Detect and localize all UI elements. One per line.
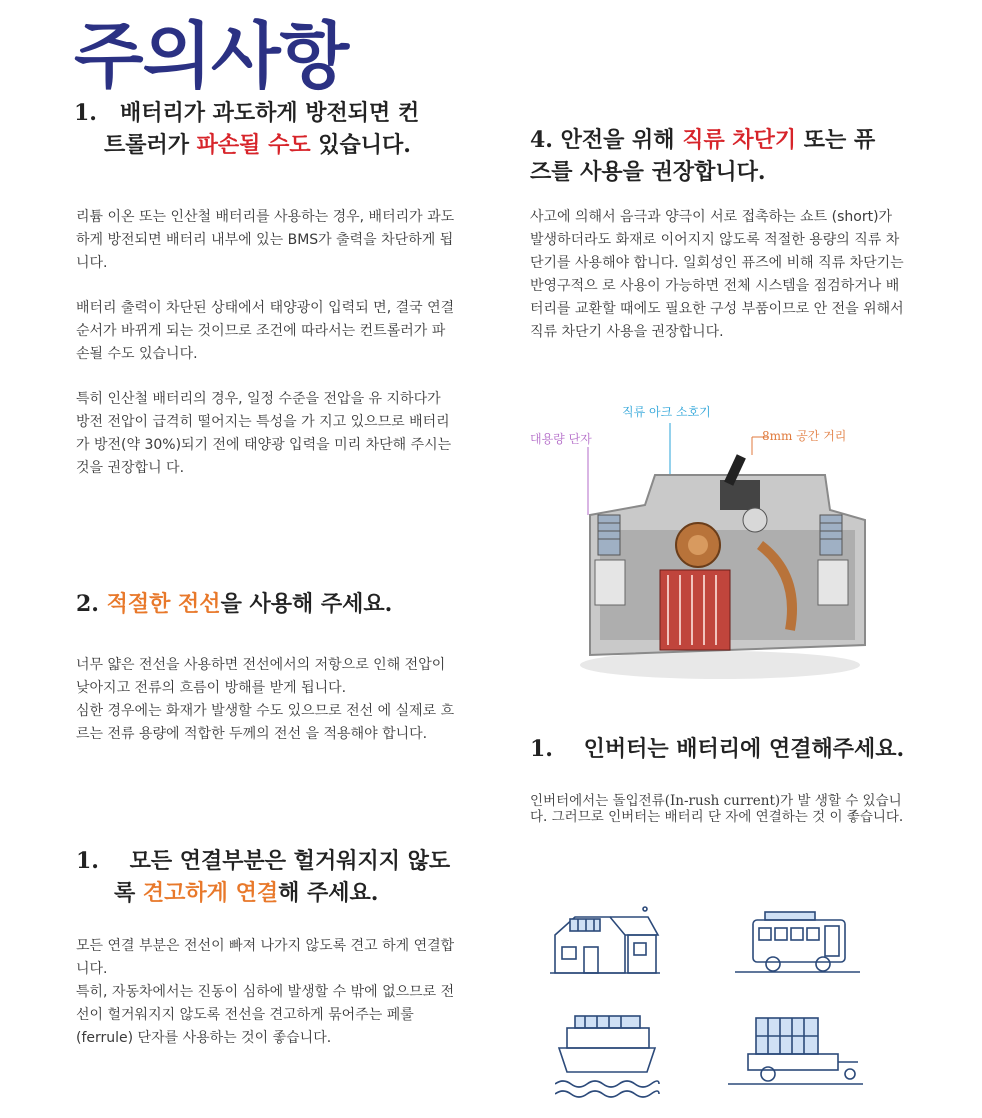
section-1-para: 배터리 출력이 차단된 상태에서 태양광이 입력되 면, 결국 연결 순서가 바뀌게 되는 것이므로 조건에 따라서는 컨트롤러가 파손될 수도 있습니다. xyxy=(76,300,455,362)
section-4-heading xyxy=(530,124,930,188)
section-4-highlight: 직류 차단기 xyxy=(682,127,797,153)
page-title: 주의사항 xyxy=(74,14,349,98)
section-3-heading-line1: 1. 모든 연결부분은 헐거워지지 않도 xyxy=(76,848,451,874)
section-1-heading-line2: 트롤러가 파손될 수도 있습니다. xyxy=(104,132,411,158)
section-1-heading-line1: 1. 배터리가 과도하게 방전되면 컨 xyxy=(74,100,420,126)
section-2-highlight: 적절한 전선 xyxy=(106,591,221,617)
section-3-heading xyxy=(76,845,496,909)
section-1-heading xyxy=(74,97,494,161)
section-1-para: 리튬 이온 또는 인산철 배터리를 사용하는 경우, 배터리가 과도하게 방전되면 배터리 내부에 있는 BMS가 출력을 차단하게 됩니다. xyxy=(76,209,455,271)
section-3-body xyxy=(76,935,460,1050)
section-2-heading: 2. 적절한 전선을 사용해 주세요. xyxy=(76,591,393,617)
section-1-para: 특히 인산철 배터리의 경우, 일정 수준을 전압을 유 지하다가 방전 전압이 급격히 떨어지는 특성을 가 지고 있으므로 배터리가 방전(약 30%)되기 전에 태양광 입력을 미리 차단해 주시는 것을 권장합니 다. xyxy=(76,391,452,476)
section-2-para: 너무 얇은 전선을 사용하면 전선에서의 저항으로 인해 전압이 낮아지고 전류의 흐름이 방해를 받게 됩니다. xyxy=(76,657,446,696)
section-3-para: 모든 연결 부분은 전선이 빠져 나가지 않도록 견고 하게 연결합니다. xyxy=(76,938,455,977)
bus-solar-icon xyxy=(735,910,860,975)
house-solar-icon xyxy=(550,905,660,975)
section-4-body: 사고에 의해서 음극과 양극이 서로 접촉하는 쇼트 (short)가 발생하더라도 화재로 이어지지 않도록 적절한 용량의 직류 차단기를 사용해야 합니다. 일회성인 퓨즈에 비해 직류 차단기는 반영구적으 로 사용이 가능하면 전체 시스템을 점검하거나 배 터리를 교환할 때에도 필요한 구성 부품이므로 안 전을 위해서 직류 차단기 사용을 권장합니다. xyxy=(530,209,904,340)
section-5-body: 인버터에서는 돌입전류(In-rush current)가 발 생할 수 있습니다. 그러므로 인버터는 배터리 단 자에 연결하는 것 이 좋습니다. xyxy=(530,793,904,825)
section-3-highlight: 견고하게 연결 xyxy=(142,880,279,906)
section-5-heading: 1. 인버터는 배터리에 연결해주세요. xyxy=(530,736,905,762)
section-3-heading-line2: 록 견고하게 연결해 주세요. xyxy=(114,880,379,906)
section-2-body xyxy=(76,654,460,746)
trailer-solar-icon xyxy=(728,1012,863,1092)
label-gap: 8mm 공간 거리 xyxy=(762,429,847,443)
section-4-heading-line2: 즈를 사용을 권장합니다. xyxy=(530,159,766,185)
breaker-figure xyxy=(520,395,910,695)
boat-solar-icon xyxy=(555,1012,660,1102)
label-arc-chute: 직류 아크 소호기 xyxy=(622,405,711,419)
section-4-heading-line1: 4. 안전을 위해 직류 차단기 또는 퓨 xyxy=(530,127,876,153)
breaker-illustration xyxy=(520,395,910,695)
section-2-para: 심한 경우에는 화재가 발생할 수도 있으므로 전선 에 실제로 흐르는 전류 용량에 적합한 두께의 전선 을 적용해야 합니다. xyxy=(76,703,455,742)
section-3-para: 특히, 자동차에서는 진동이 심하에 발생할 수 밖에 없으므로 전선이 헐거워지지 않도록 전선을 견고하게 묶어주는 페룰 (ferrule) 단자를 사용하는 것이 좋습니다. xyxy=(76,984,455,1046)
label-terminal: 대용량 단자 xyxy=(530,432,592,446)
section-1-body xyxy=(76,206,456,502)
section-1-highlight: 파손될 수도 xyxy=(196,132,311,158)
